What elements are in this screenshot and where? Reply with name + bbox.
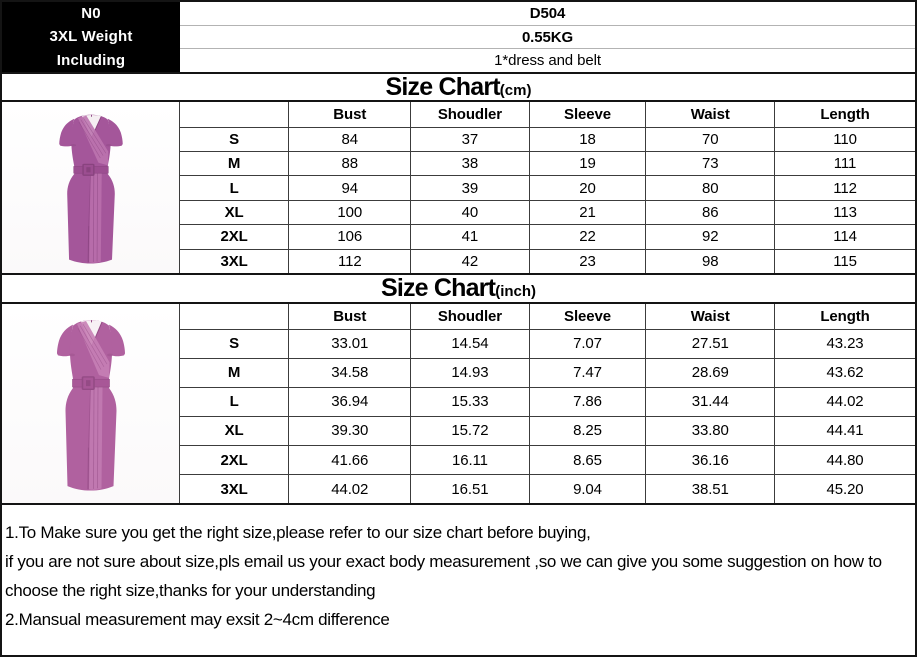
cell-value: 44.02 <box>775 387 915 416</box>
info-value-weight: 0.55KG <box>180 26 915 50</box>
size-label: M <box>180 358 289 387</box>
cell-value: 7.47 <box>529 358 646 387</box>
size-chart-cm-title <box>2 72 915 102</box>
table-row <box>180 329 915 358</box>
col-header-waist: Waist <box>646 102 775 127</box>
col-header-sleeve: Sleeve <box>529 102 646 127</box>
cell-value: 44.80 <box>775 446 915 475</box>
info-label-no: N0 <box>81 5 101 23</box>
table-row <box>180 151 915 175</box>
cell-value: 94 <box>289 176 411 200</box>
col-header-shoulder: Shoudler <box>411 304 529 329</box>
cell-value: 31.44 <box>646 387 775 416</box>
dress-front-image <box>35 106 147 270</box>
cell-value: 111 <box>775 151 915 175</box>
armpit-shadow-right <box>105 144 111 146</box>
size-chart-cm-table <box>180 102 915 273</box>
cell-value: 80 <box>646 176 775 200</box>
info-label-column <box>2 2 180 72</box>
cell-value: 7.07 <box>529 329 646 358</box>
col-header-shoulder: Shoudler <box>411 102 529 127</box>
info-value-no: D504 <box>180 2 915 26</box>
cell-value: 41.66 <box>289 446 411 475</box>
cell-value: 84 <box>289 127 411 151</box>
cell-value: 36.16 <box>646 446 775 475</box>
cell-value: 16.11 <box>411 446 529 475</box>
cell-value: 100 <box>289 200 411 224</box>
cell-value: 28.69 <box>646 358 775 387</box>
table-row <box>180 176 915 200</box>
size-label: XL <box>180 200 289 224</box>
cell-value: 113 <box>775 200 915 224</box>
table-row <box>180 225 915 249</box>
title-text-inch: Size Chart <box>380 274 496 302</box>
col-header-sleeve: Sleeve <box>529 304 646 329</box>
size-label: 3XL <box>180 249 289 273</box>
skirt-pleat-panel <box>89 387 103 490</box>
cell-value: 39 <box>411 176 529 200</box>
cell-value: 21 <box>529 200 646 224</box>
cell-value: 14.54 <box>411 329 529 358</box>
cell-value: 22 <box>529 225 646 249</box>
cell-value: 27.51 <box>646 329 775 358</box>
size-label: L <box>180 387 289 416</box>
size-chart-inch-title <box>2 273 915 304</box>
size-label: 2XL <box>180 225 289 249</box>
cell-value: 38.51 <box>646 475 775 503</box>
cell-value: 42 <box>411 249 529 273</box>
size-label: S <box>180 127 289 151</box>
cell-value: 34.58 <box>289 358 411 387</box>
note-line: 1.To Make sure you get the right size,please refer to our size chart before buying, <box>5 523 591 542</box>
cell-value: 45.20 <box>775 475 915 503</box>
cell-value: 8.25 <box>529 416 646 445</box>
table-row <box>180 200 915 224</box>
table-row <box>180 127 915 151</box>
note-line: if you are not sure about size,pls email us your exact body measurement ,so we can give you some suggestion on how to <box>5 552 882 571</box>
cell-value: 44.41 <box>775 416 915 445</box>
info-label-including: Including <box>56 51 126 69</box>
header-row <box>180 102 915 127</box>
cell-value: 38 <box>411 151 529 175</box>
size-label: XL <box>180 416 289 445</box>
cell-value: 33.01 <box>289 329 411 358</box>
belt-buckle-hole <box>86 380 91 386</box>
cell-value: 18 <box>529 127 646 151</box>
cell-value: 37 <box>411 127 529 151</box>
cell-value: 115 <box>775 249 915 273</box>
col-header-bust: Bust <box>289 102 411 127</box>
size-chart-inch-table <box>180 304 915 503</box>
skirt-pleat-panel <box>89 173 102 263</box>
dress-photo-top <box>2 102 180 273</box>
table-row <box>180 358 915 387</box>
cell-value: 9.04 <box>529 475 646 503</box>
cell-value: 43.23 <box>775 329 915 358</box>
note-line: choose the right size,thanks for your understanding <box>5 581 376 600</box>
cell-value: 92 <box>646 225 775 249</box>
cell-value: 112 <box>775 176 915 200</box>
col-header-length: Length <box>775 102 915 127</box>
size-chart-cm-zone <box>2 102 915 273</box>
cell-value: 70 <box>646 127 775 151</box>
title-unit-cm: (cm) <box>499 81 532 99</box>
cell-value: 98 <box>646 249 775 273</box>
table-row <box>180 416 915 445</box>
table-row <box>180 446 915 475</box>
col-header-size <box>180 304 289 329</box>
cell-value: 15.72 <box>411 416 529 445</box>
cell-value: 36.94 <box>289 387 411 416</box>
cell-value: 112 <box>289 249 411 273</box>
col-header-size <box>180 102 289 127</box>
cell-value: 8.65 <box>529 446 646 475</box>
cell-value: 19 <box>529 151 646 175</box>
size-label: 3XL <box>180 475 289 503</box>
table-row <box>180 387 915 416</box>
cell-value: 14.93 <box>411 358 529 387</box>
dress-front-image <box>31 310 151 498</box>
armpit-shadow-right <box>107 353 113 356</box>
table-row <box>180 249 915 273</box>
col-header-waist: Waist <box>646 304 775 329</box>
cell-value: 44.02 <box>289 475 411 503</box>
col-header-length: Length <box>775 304 915 329</box>
cell-value: 86 <box>646 200 775 224</box>
cell-value: 15.33 <box>411 387 529 416</box>
info-value-including: 1*dress and belt <box>494 52 601 70</box>
belt-buckle-hole <box>86 167 90 172</box>
size-chart-inch-zone <box>2 304 915 503</box>
armpit-shadow-left <box>69 353 75 356</box>
cell-value: 41 <box>411 225 529 249</box>
size-label: 2XL <box>180 446 289 475</box>
cell-value: 33.80 <box>646 416 775 445</box>
col-header-bust: Bust <box>289 304 411 329</box>
cell-value: 88 <box>289 151 411 175</box>
cell-value: 39.30 <box>289 416 411 445</box>
armpit-shadow-left <box>70 144 76 146</box>
cell-value: 106 <box>289 225 411 249</box>
cell-value: 114 <box>775 225 915 249</box>
size-label: L <box>180 176 289 200</box>
size-label: S <box>180 329 289 358</box>
cell-value: 110 <box>775 127 915 151</box>
sizing-notes <box>2 503 915 655</box>
dress-photo-bottom <box>2 304 180 503</box>
cell-value: 73 <box>646 151 775 175</box>
skirt-slit <box>88 447 89 489</box>
info-label-weight: 3XL Weight <box>49 28 133 46</box>
table-row <box>180 475 915 503</box>
size-label: M <box>180 151 289 175</box>
cell-value: 23 <box>529 249 646 273</box>
title-text-cm: Size Chart <box>385 72 500 101</box>
header-row <box>180 304 915 329</box>
note-line: 2.Mansual measurement may exsit 2~4cm difference <box>5 610 390 629</box>
cell-value: 40 <box>411 200 529 224</box>
cell-value: 43.62 <box>775 358 915 387</box>
info-value-column <box>180 2 915 72</box>
title-unit-inch: (inch) <box>495 283 537 300</box>
cell-value: 16.51 <box>411 475 529 503</box>
product-info-strip <box>2 2 915 72</box>
cell-value: 7.86 <box>529 387 646 416</box>
cell-value: 20 <box>529 176 646 200</box>
